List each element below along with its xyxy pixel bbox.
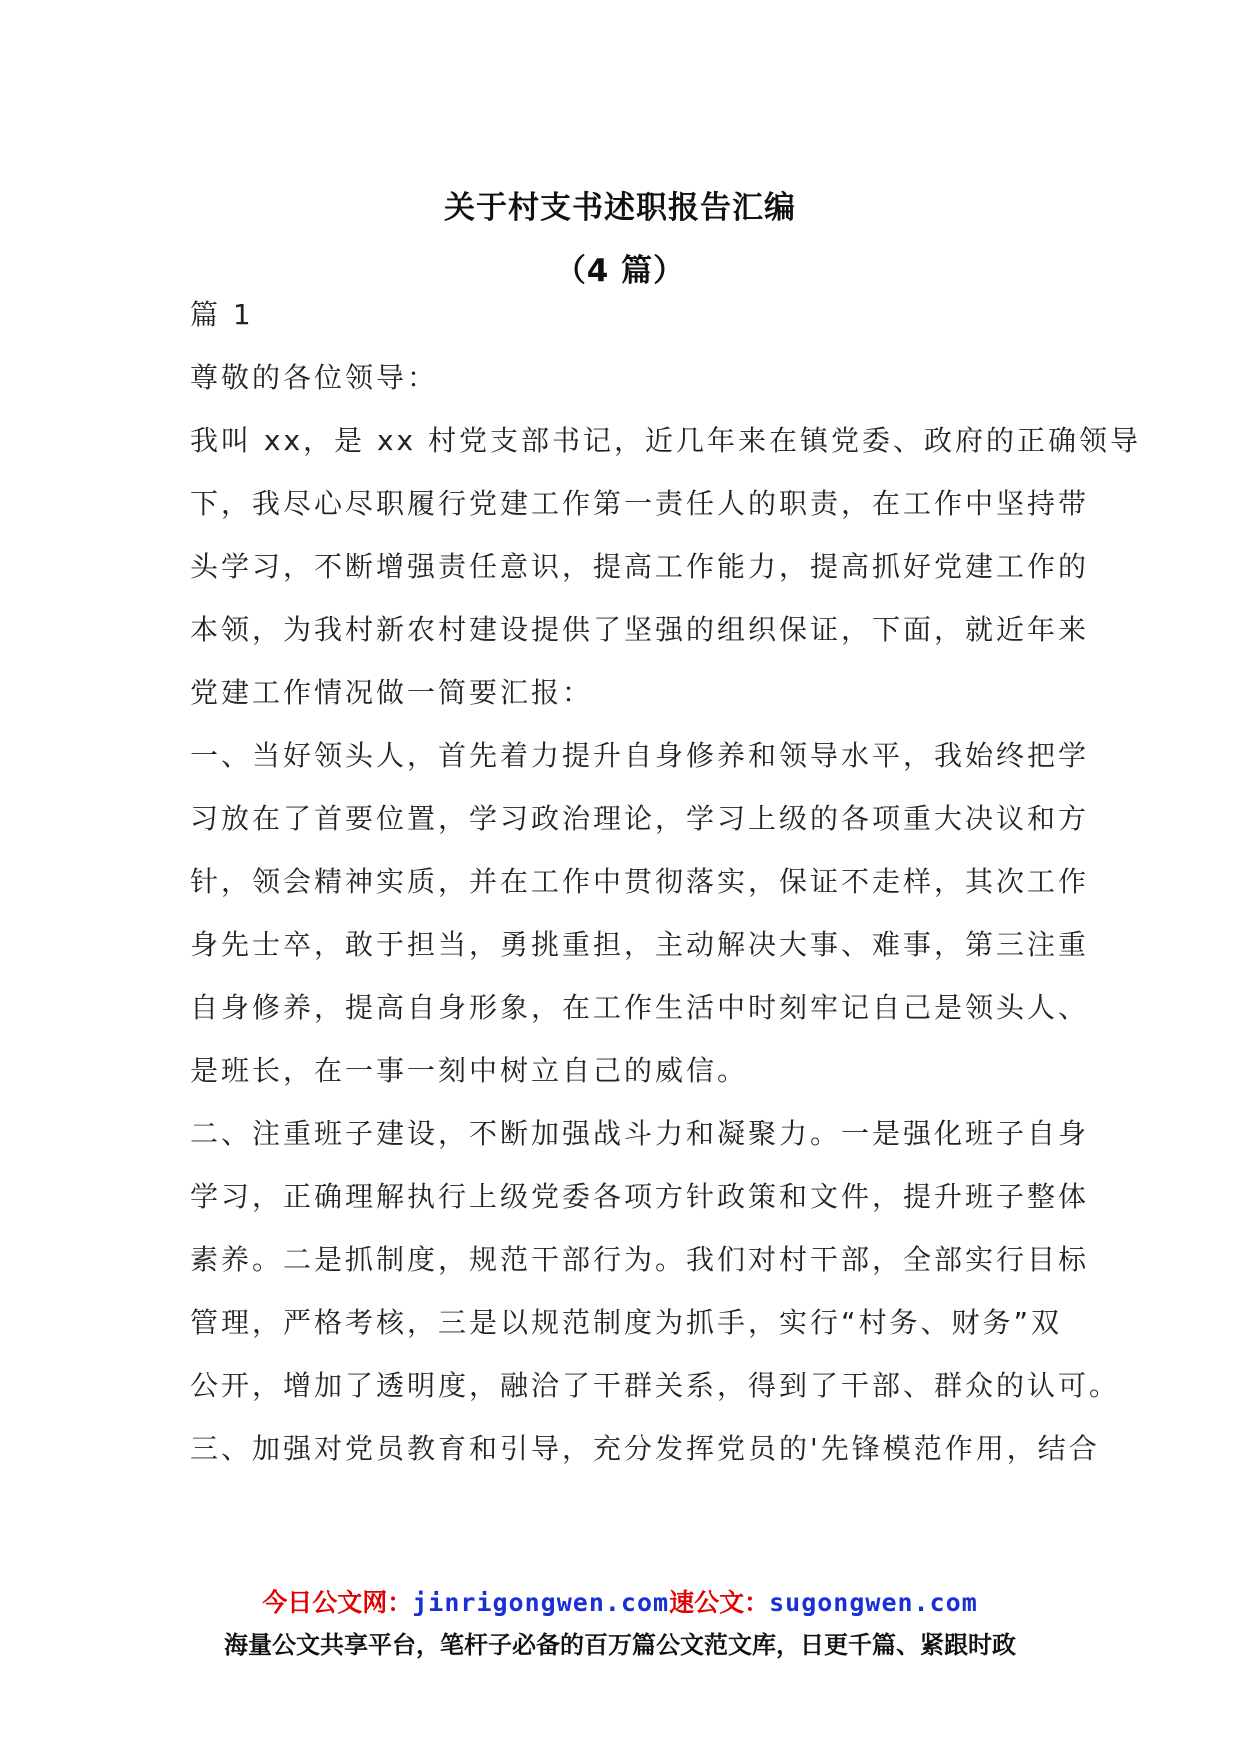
document-subtitle: （4 篇） (554, 253, 686, 289)
body-line: 管理，严格考核，三是以规范制度为抓手，实行“村务、财务”双 (190, 1306, 1063, 1339)
body-line: 习放在了首要位置，学习政治理论，学习上级的各项重大决议和方 (190, 802, 1090, 835)
footer-slogan: 海量公文共享平台，笔杆子必备的百万篇公文范文库，日更千篇、紧跟时政 (224, 1631, 1016, 1659)
body-line: 二、注重班子建设，不断加强战斗力和凝聚力。一是强化班子自身 (190, 1117, 1090, 1150)
body-line: 党建工作情况做一简要汇报： (190, 676, 594, 709)
body-line: 本领，为我村新农村建设提供了坚强的组织保证，下面，就近年来 (190, 613, 1090, 646)
document-body (190, 283, 1141, 1480)
body-line: 三、加强对党员教育和引导，充分发挥党员的'先锋模范作用，结合 (190, 1432, 1100, 1465)
site2-label: 速公文： (669, 1588, 770, 1617)
site1-link[interactable]: jinrigongwen.com (412, 1588, 670, 1617)
body-line: 一、当好领头人，首先着力提升自身修养和领导水平，我始终把学 (190, 739, 1090, 772)
body-line: 身先士卒，敢于担当，勇挑重担，主动解决大事、难事，第三注重 (190, 928, 1090, 961)
body-line: 我叫 xx，是 xx 村党支部书记，近几年来在镇党委、政府的正确领导 (190, 424, 1141, 457)
body-line: 针，领会精神实质，并在工作中贯彻落实，保证不走样，其次工作 (190, 865, 1090, 898)
document-title: 关于村支书述职报告汇编 (444, 190, 796, 226)
body-line: 素养。二是抓制度，规范干部行为。我们对村干部，全部实行目标 (190, 1243, 1090, 1276)
body-line: 学习，正确理解执行上级党委各项方针政策和文件，提升班子整体 (190, 1180, 1090, 1213)
body-line: 自身修养，提高自身形象，在工作生活中时刻牢记自己是领头人、 (190, 991, 1090, 1024)
site2-link[interactable]: sugongwen.com (769, 1588, 978, 1617)
site1-label: 今日公文网： (262, 1588, 413, 1617)
body-line: 头学习，不断增强责任意识，提高工作能力，提高抓好党建工作的 (190, 550, 1090, 583)
section-heading: 篇 1 (190, 298, 254, 331)
body-line: 公开，增加了透明度，融洽了干群关系，得到了干部、群众的认可。 (190, 1369, 1121, 1402)
salutation: 尊敬的各位领导： (190, 361, 439, 394)
body-line: 下，我尽心尽职履行党建工作第一责任人的职责，在工作中坚持带 (190, 487, 1090, 520)
body-line: 是班长，在一事一刻中树立自己的威信。 (190, 1054, 749, 1087)
footer-sites (0, 1583, 1240, 1619)
